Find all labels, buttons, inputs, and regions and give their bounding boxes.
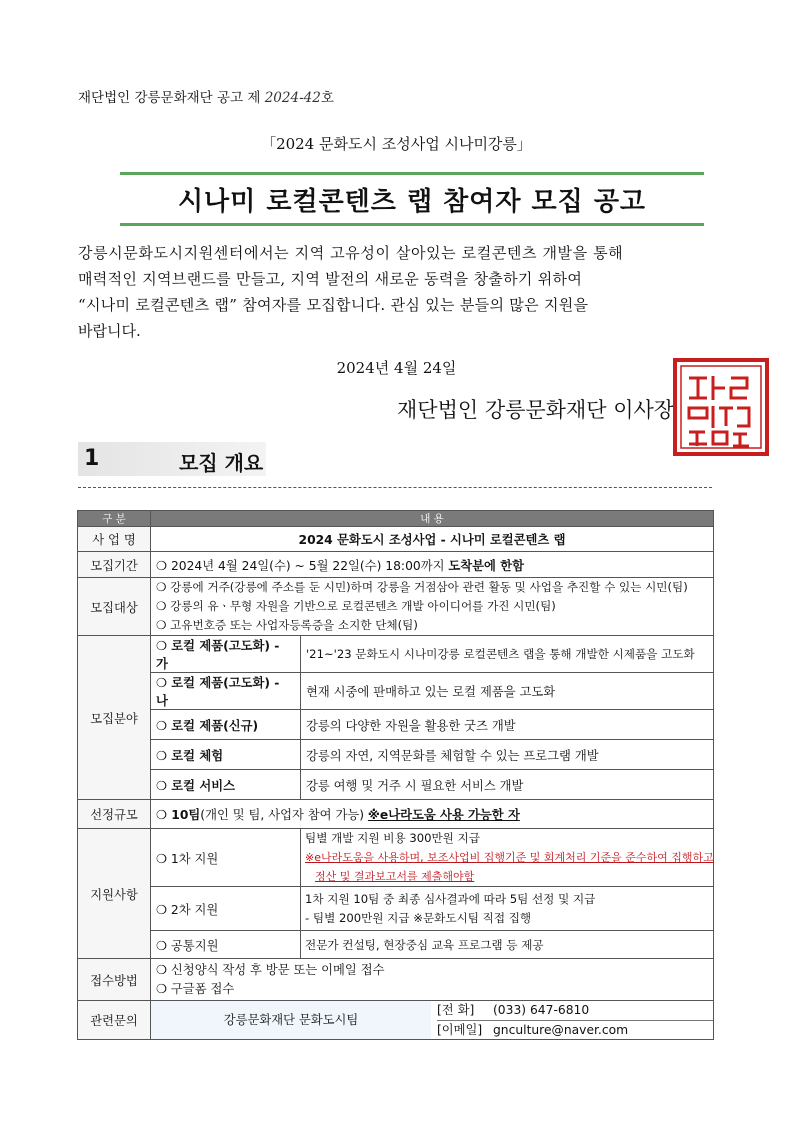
- row-label: 모집분야: [78, 636, 151, 800]
- table-row: [78, 887, 714, 931]
- support-text: 1차 지원 10팀 중 최종 심사결과에 따라 5팀 선정 및 지급: [305, 891, 596, 906]
- notice-date: 2024년 4월 24일: [336, 359, 457, 377]
- table-row: [78, 636, 714, 673]
- support-name: ❍ 공통지원: [151, 931, 301, 959]
- contact-department: 강릉문화재단 문화도시팀: [151, 1001, 431, 1039]
- header-category: 구 분: [78, 511, 151, 527]
- section-divider: [78, 487, 712, 488]
- table-row: [78, 578, 714, 636]
- scale-value: [151, 800, 714, 829]
- contact-cell: [151, 1001, 714, 1040]
- support-warning: 정산 및 결과보고서를 제출해야함: [315, 870, 475, 883]
- table-row: [78, 1001, 714, 1040]
- intro-line: 매력적인 지역브랜드를 만들고, 지역 발전의 새로운 동력을 창출하기 위하여: [78, 270, 583, 288]
- support-text: 팀별 개발 지원 비용 300만원 지급: [305, 831, 480, 845]
- phone-number[interactable]: (033) 647-6810: [493, 1002, 590, 1017]
- section-title: 모집 개요: [179, 451, 264, 475]
- row-label: 관련문의: [78, 1001, 151, 1040]
- field-name: ❍ 로컬 체험: [151, 740, 301, 770]
- field-desc: 강릉 여행 및 거주 시 필요한 서비스 개발: [301, 770, 714, 800]
- support-name: ❍ 1차 지원: [151, 829, 301, 887]
- row-label: 지원사항: [78, 829, 151, 959]
- table-row: [78, 740, 714, 770]
- table-row: [78, 829, 714, 887]
- field-name: ❍ 로컬 서비스: [151, 770, 301, 800]
- phone-label: [전 화]: [437, 1002, 475, 1017]
- field-desc: 현재 시중에 판매하고 있는 로컬 제품을 고도화: [301, 673, 714, 710]
- section-number: 1: [84, 446, 100, 471]
- intro-line: 바랍니다.: [78, 322, 141, 340]
- support-second-detail: [301, 887, 714, 931]
- scale-count: ❍ 10팀: [156, 808, 201, 822]
- table-row: [78, 770, 714, 800]
- target-item: ❍ 강릉에 거주(강릉에 주소를 둔 시민)하며 강릉을 거점삼아 관련 활동 및 사업을 추진할 수 있는 시민(팀): [156, 580, 688, 594]
- row-label: 모집기간: [78, 552, 151, 578]
- target-list: [151, 578, 714, 636]
- recruitment-table: [77, 510, 714, 1040]
- target-item: ❍ 고유번호증 또는 사업자등록증을 소지한 단체(팀): [156, 618, 418, 632]
- row-label: 사 업 명: [78, 527, 151, 552]
- notice-prefix: 재단법인 강릉문화재단 공고 제: [78, 90, 261, 106]
- field-desc: 강릉의 다양한 자원을 활용한 굿즈 개발: [301, 710, 714, 740]
- notice-suffix: 호: [320, 90, 334, 106]
- row-label: 접수방법: [78, 959, 151, 1001]
- intro-line: 강릉시문화도시지원센터에서는 지역 고유성이 살아있는 로컬콘텐츠 개발을 통해: [78, 244, 624, 262]
- apply-list: [151, 959, 714, 1001]
- project-name: 2024 문화도시 조성사업 - 시나미 로컬콘텐츠 랩: [151, 527, 714, 552]
- notice-number-handwritten: 2024-42: [264, 90, 321, 106]
- support-warning: ※e나라도움을 사용하며, 보조사업비 집행기준 및 회계처리 기준을 준수하여 집행하고: [305, 851, 714, 864]
- bullet: ❍: [156, 558, 168, 573]
- field-desc: 강릉의 자연, 지역문화를 체험할 수 있는 프로그램 개발: [301, 740, 714, 770]
- notice-number: [78, 86, 334, 106]
- target-item: ❍ 강릉의 유ㆍ무형 자원을 기반으로 로컬콘텐츠 개발 아이디어를 가진 시민(팀): [156, 599, 556, 613]
- apply-item: ❍ 신청양식 작성 후 방문 또는 이메일 접수: [156, 962, 385, 977]
- field-desc: '21~'23 문화도시 시나미강릉 로컬콘텐츠 랩을 통해 개발한 시제품을 고도화: [301, 636, 714, 673]
- email-label: [이메일]: [437, 1022, 483, 1037]
- field-name: ❍ 로컬 제품(고도화) - 가: [151, 636, 301, 673]
- contact-phone-row: [437, 1001, 713, 1020]
- field-name: ❍ 로컬 제품(신규): [151, 710, 301, 740]
- table-row: [78, 552, 714, 578]
- row-label: 모집대상: [78, 578, 151, 636]
- email-address[interactable]: gnculture@naver.com: [493, 1022, 629, 1037]
- signatory: 재단법인 강릉문화재단 이사장: [397, 398, 675, 422]
- support-common-detail: 전문가 컨설팅, 현장중심 교육 프로그램 등 제공: [301, 931, 714, 959]
- intro-paragraph: [78, 240, 718, 344]
- field-name: ❍ 로컬 제품(고도화) - 나: [151, 673, 301, 710]
- period-dates: 2024년 4월 24일(수) ~ 5월 22일(수) 18:00까지: [170, 558, 449, 573]
- scale-note: ※e나라도움 사용 가능한 자: [367, 808, 520, 822]
- apply-item: ❍ 구글폼 접수: [156, 981, 235, 996]
- row-label: 선정규모: [78, 800, 151, 829]
- title-bar: [120, 172, 704, 226]
- header-content: 내 용: [151, 511, 714, 527]
- support-text: - 팀별 200만원 지급 ※문화도시팀 직접 집행: [305, 910, 532, 925]
- table-row: [78, 931, 714, 959]
- table-row: [78, 959, 714, 1001]
- table-row: [78, 527, 714, 552]
- table-row: [78, 673, 714, 710]
- scale-detail: (개인 및 팀, 사업자 참여 가능): [200, 808, 368, 822]
- support-first-detail: [301, 829, 714, 887]
- intro-line: “시나미 로컬콘텐츠 랩” 참여자를 모집합니다. 관심 있는 분들의 많은 지원을: [78, 296, 589, 314]
- official-seal: [671, 356, 771, 458]
- period-value: [151, 552, 714, 578]
- support-name: ❍ 2차 지원: [151, 887, 301, 931]
- period-deadline-note: 도착분에 한함: [448, 558, 524, 573]
- page-title: 시나미 로컬콘텐츠 랩 참여자 모집 공고: [177, 187, 647, 217]
- table-row: [78, 710, 714, 740]
- subtitle: 「2024 문화도시 조성사업 시나미강릉」: [261, 135, 532, 153]
- contact-email-row: [437, 1021, 713, 1040]
- table-row: [78, 800, 714, 829]
